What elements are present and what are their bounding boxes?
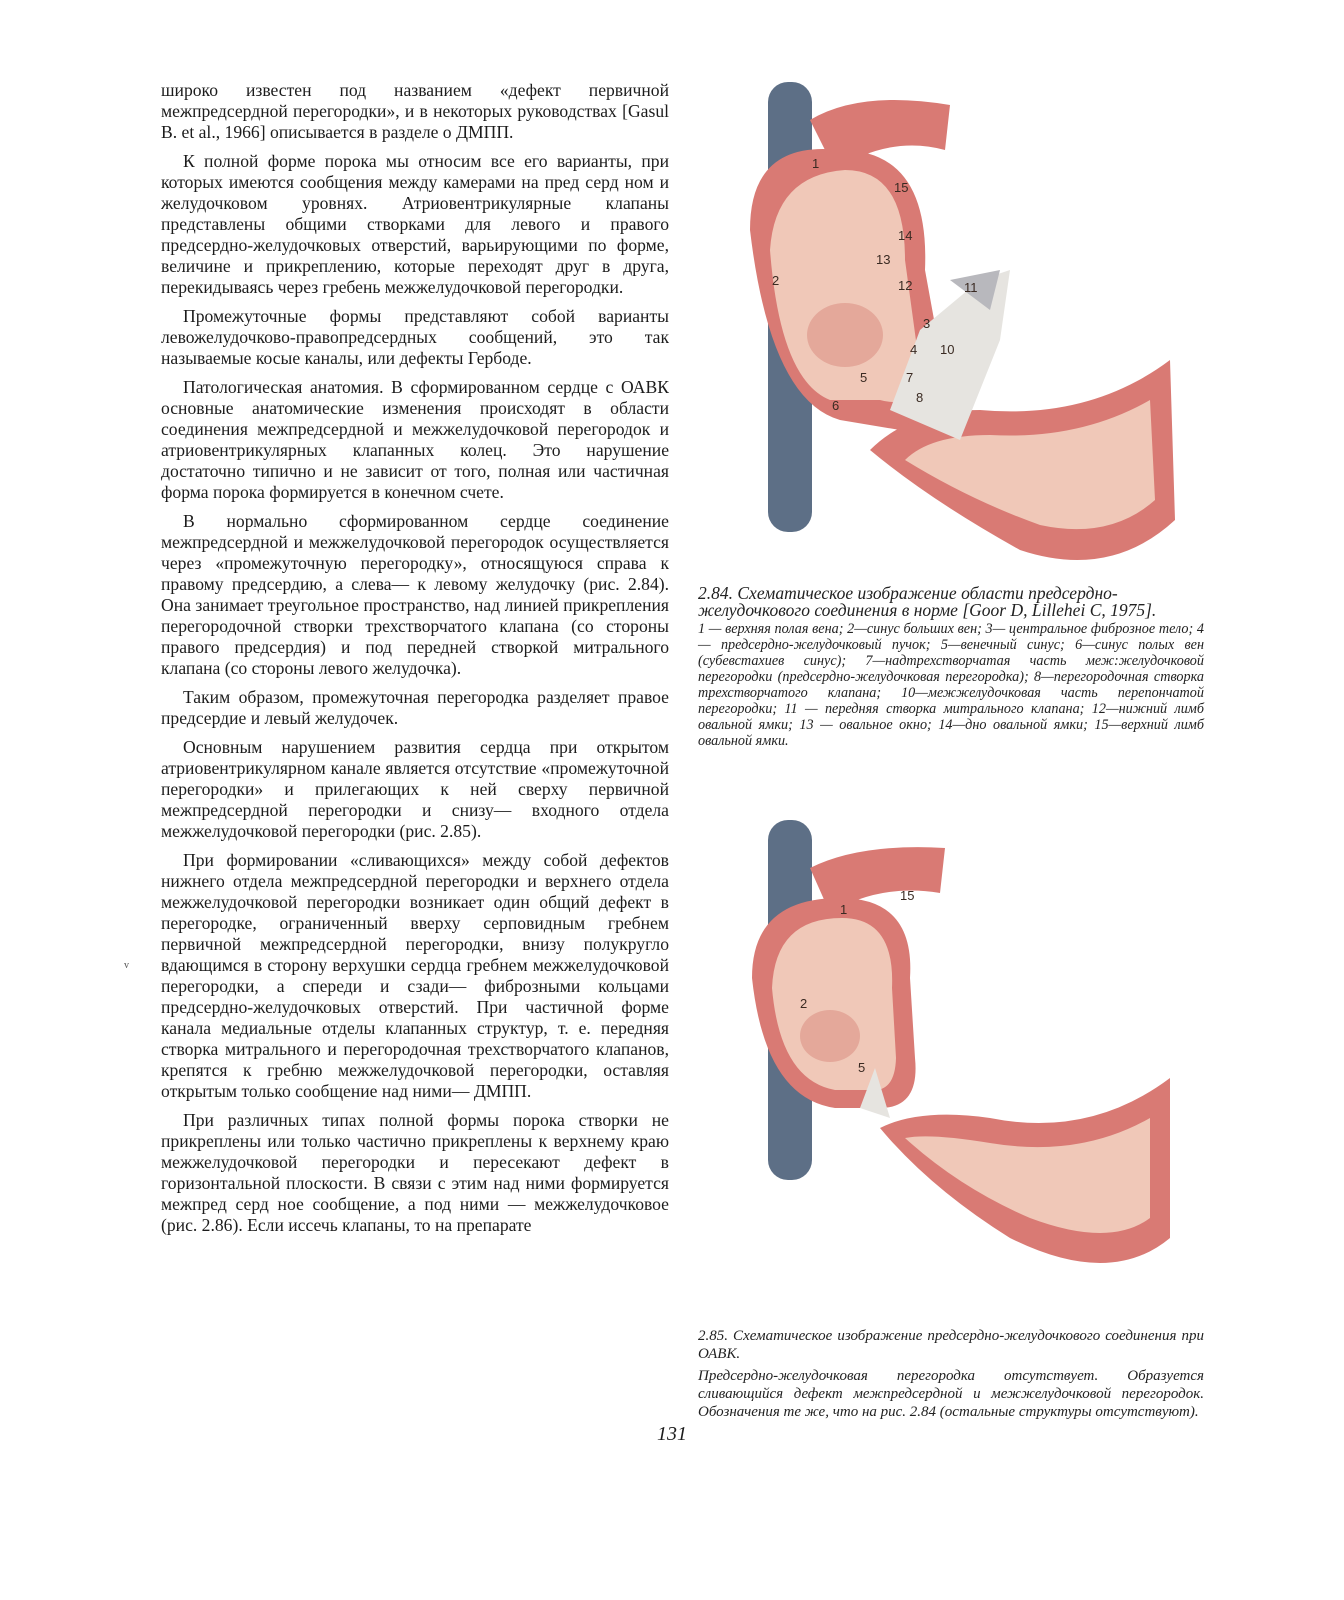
figure-2-84-caption — [698, 585, 1204, 749]
label-7: 7 — [906, 370, 914, 385]
label-4: 4 — [910, 342, 918, 357]
fossa-ovalis-shape — [807, 303, 883, 367]
paragraph: При формировании «сливающихся» между собой дефектов нижнего отдела межпредсердной перегородки и верхнего отдела межжелудочковой перегородки возникает один общий дефект в перегородке, ограниченный вверху серповидным гребнем первичной межпредсердной перегородки, внизу полукругло вдающимся в сторону верхушки сердца гребнем межжелудочковой перегородки, а спереди и сзади— фиброзными кольцами предсердно-желудочковых отверстий. При частичной форме канала медиальные отделы клапанных структур, т. е. передняя створка митрального и перегородочная трехстворчатого клапанов, крепятся к гребню межжелудочковой перегородки, оставляя открытым только сообщение над ними— ДМПП. — [161, 850, 669, 1101]
paragraph: Таким образом, промежуточная перегородка разделяет правое предсердие и левый желудочек. — [161, 687, 669, 728]
label-15: 15 — [894, 180, 909, 195]
label-8: 8 — [916, 390, 924, 405]
label-1: 1 — [812, 156, 820, 171]
caption-body: Предсердно-желудочковая перегородка отсутствует. Образуется сливающийся дефект межпредсердной и межжелудочковой перегородок. Обозначения те же, что на рис. 2.84 (остальные структуры отсутствуют). — [698, 1368, 1204, 1420]
caption-title: 2.85. Схематическое изображение предсердно-желудочкового соединения при ОАВК. — [698, 1328, 1204, 1362]
caption-legend: 1 — верхняя полая вена; 2—синус больших вен; 3— центральное фиброзное тело; 4 — предсердно-желудочковый пучок; 5—венечный синус; 6—синус полых вен (субевстахиев синус); 7—надтрехстворчатая часть меж:желудочковой перегородки (предсердно-желудочковая перегородка); 8—перегородочная створка трехстворчатого клапана; 10—межжелудочковая часть перепончатой перегородки; 11 — передняя створка митрального клапана; 12—нижний лимб овальной ямки; 13 — овальное окно; 14—дно овальной ямки; 15—верхний лимб овальной ямки. — [698, 621, 1204, 749]
paragraph: К полной форме порока мы относим все его варианты, при которых имеются сообщения между камерами на пред серд ном и желудочковом уровнях. Атриовентрикулярные клапаны представлены общими створками для левого и правого предсердно-желудочковых отверстий, варьирующими по форме, величине и прикреплению, которые переходят друг в друга, перекидываясь через гребень межжелудочковой перегородки. — [161, 151, 669, 297]
figure-2-85-caption — [698, 1327, 1204, 1421]
paragraph: Основным нарушением развития сердца при открытом атриовентрикулярном канале является отсутствие «промежуточной перегородки» и прилегающих к ней сверху первичной межпредсердной перегородки и снизу— входного отдела межжелудочковой перегородки (рис. 2.85). — [161, 737, 669, 841]
label-5: 5 — [860, 370, 868, 385]
main-text-column — [161, 80, 669, 1244]
label-13: 13 — [876, 252, 891, 267]
label-1: 1 — [840, 902, 848, 917]
paragraph: Промежуточные формы представляют собой варианты левожелудочково-правопредсердных сообщений, это так называемые косые каналы, или дефекты Гербоде. — [161, 306, 669, 368]
paragraph: широко известен под названием «дефект первичной межпредсердной перегородки», и в некоторых руководствах [Gasul B. et al., 1966] описывается в разделе о ДМПП. — [161, 80, 669, 142]
label-11: 11 — [964, 280, 978, 295]
label-3: 3 — [923, 316, 931, 331]
label-14: 14 — [898, 228, 913, 243]
paragraph: При различных типах полной формы порока створки не прикреплены или только частично прикреплены к верхнему краю межжелудочковой перегородки и пересекают дефект в горизонтальной плоскости. В связи с этим над ними формируется межпред серд ное сообщение, а под ними — межжелудочковое (рис. 2.86). Если иссечь клапаны, то на препарате — [161, 1110, 669, 1235]
figure-2-84-illustration — [730, 80, 1200, 580]
figure-2-85-illustration — [730, 818, 1200, 1308]
label-5: 5 — [858, 1060, 866, 1075]
caption-title: 2.84. Схематическое изображение области предсердно-желудочкового соединения в норме [Goor D, Lillehei C, 1975]. — [698, 583, 1157, 620]
margin-mark: v — [124, 960, 129, 971]
label-15: 15 — [900, 888, 915, 903]
label-12: 12 — [898, 278, 913, 293]
paragraph: Патологическая анатомия. В сформированном сердце с ОАВК основные анатомические изменения происходят в области соединения межпредсердной и межжелудочковой перегородок и атриовентрикулярных клапанных колец. Это нарушение достаточно типично и не зависит от того, полная или частичная форма порока формируется в конечном счете. — [161, 377, 669, 502]
label-2: 2 — [800, 996, 808, 1011]
fossa-ovalis-shape — [800, 1010, 860, 1062]
label-6: 6 — [832, 398, 840, 413]
label-10: 10 — [940, 342, 955, 357]
label-2: 2 — [772, 273, 780, 288]
page-number: 131 — [657, 1423, 687, 1445]
paragraph: В нормально сформированном сердце соединение межпредсердной и межжелудочковой перегородок осуществляется через «промежуточную перегородку», относящуюся справа к правому предсердию, а слева— к левому желудочку (рис. 2.84). Она занимает треугольное пространство, над линией прикрепления перегородочной створки трехстворчатого клапана (со стороны правого предсердия) и под передней створкой митрального клапана (со стороны левого желудочка). — [161, 511, 669, 678]
